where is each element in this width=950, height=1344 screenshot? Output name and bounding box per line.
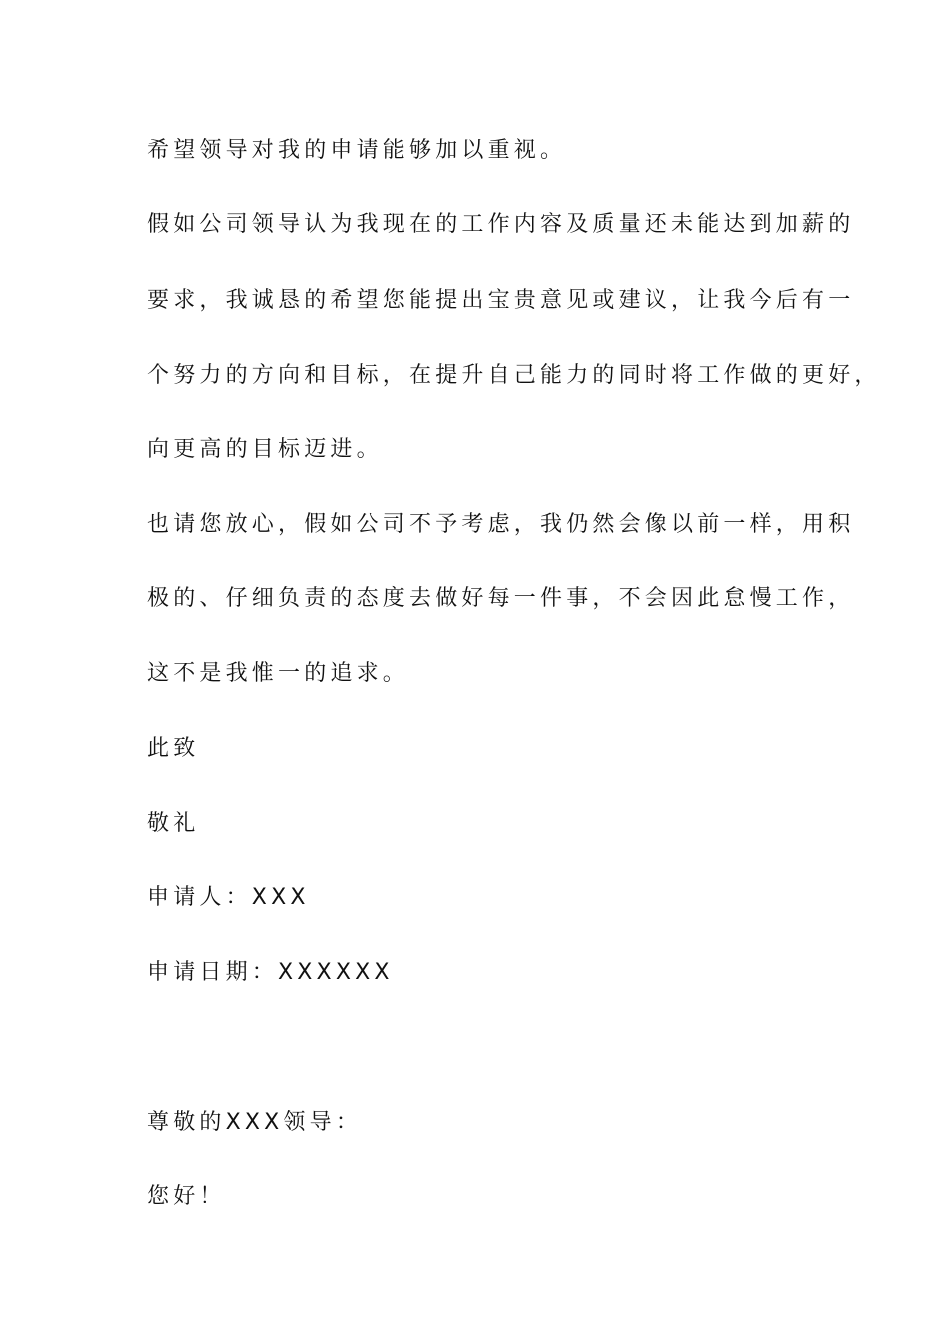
applicant-name: 申请人：XXX [147,885,310,910]
body-line-6: 也请您放心，假如公司不予考虑，我仍然会像以前一样，用积 [147,512,855,537]
greeting-hello: 您好！ [147,1184,226,1209]
closing-salutation: 此致 [147,736,200,761]
closing-regards: 敬礼 [147,811,200,836]
body-line-7: 极的、仔细负责的态度去做好每一件事，不会因此怠慢工作， [147,586,855,611]
body-line-2: 假如公司领导认为我现在的工作内容及质量还未能达到加薪的 [147,212,855,237]
body-line-8: 这不是我惟一的追求。 [147,661,410,686]
body-line-1: 希望领导对我的申请能够加以重视。 [147,138,567,163]
greeting-recipient: 尊敬的XXX领导： [147,1110,363,1135]
body-line-4: 个努力的方向和目标，在提升自己能力的同时将工作做的更好， [147,363,881,388]
application-date: 申请日期：XXXXXX [147,960,394,985]
body-line-3: 要求，我诚恳的希望您能提出宝贵意见或建议，让我今后有一 [147,288,855,313]
body-line-5: 向更高的目标迈进。 [147,437,383,462]
